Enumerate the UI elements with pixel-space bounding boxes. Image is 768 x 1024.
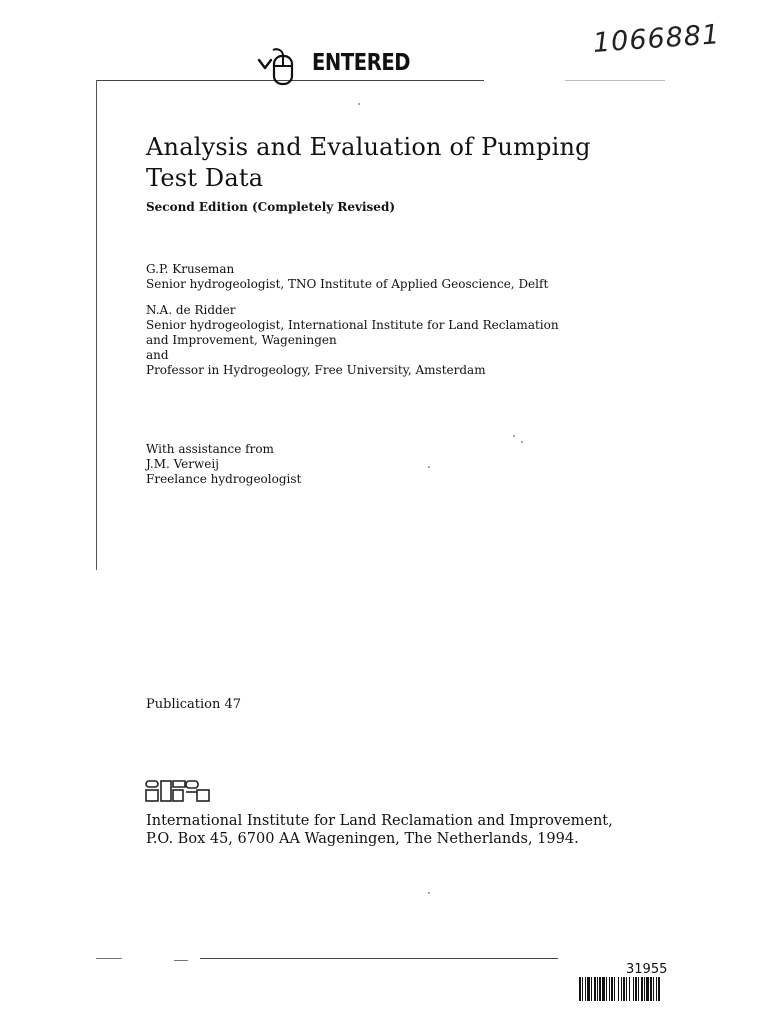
barcode-bar [626, 977, 627, 1001]
barcode-bar [638, 977, 639, 1001]
book-title-line-2: Test Data [146, 164, 264, 192]
barcode-bar [579, 977, 581, 1001]
barcode-bar [653, 977, 654, 1001]
scan-speck [428, 466, 430, 468]
author-list [146, 262, 666, 389]
bottom-rule-dash [174, 960, 188, 961]
barcode-bar [591, 977, 592, 1001]
ilri-logo [145, 780, 211, 802]
assistance-role: Freelance hydrogeologist [146, 472, 302, 486]
barcode-bar [587, 977, 590, 1001]
author-line: Senior hydrogeologist, TNO Institute of Applied Geoscience, Delft [146, 277, 549, 291]
barcode-bar [629, 977, 630, 1001]
entered-stamp-text: ENTERED [312, 50, 411, 76]
assistance-line: With assistance from [146, 442, 274, 456]
barcode-bar [606, 977, 607, 1001]
bottom-rule [200, 958, 558, 959]
barcode-bar [585, 977, 586, 1001]
author-line: and [146, 348, 169, 362]
bottom-rule-left [96, 958, 122, 959]
author-line: Senior hydrogeologist, International Institute for Land Reclamation [146, 318, 559, 332]
barcode-bar [641, 977, 643, 1001]
scan-speck [358, 103, 360, 105]
barcode-bar [623, 977, 625, 1001]
barcode-bar [650, 977, 652, 1001]
publisher-address [146, 812, 706, 848]
barcode-bar [582, 977, 583, 1001]
barcode-bar [621, 977, 622, 1001]
book-title [146, 132, 666, 194]
assistance-block [146, 442, 301, 487]
author-line: N.A. de Ridder [146, 303, 236, 317]
book-title-line-1: Analysis and Evaluation of Pumping [146, 133, 591, 161]
author-line: and Improvement, Wageningen [146, 333, 337, 347]
scan-speck [513, 435, 515, 437]
barcode-bar [618, 977, 619, 1001]
barcode-bar [609, 977, 610, 1001]
edition-subtitle: Second Edition (Completely Revised) [146, 200, 396, 214]
handwritten-accession-number: 1066881 [592, 19, 722, 59]
scan-speck [521, 441, 523, 443]
barcode-bar [646, 977, 649, 1001]
author-block-kruseman [146, 262, 666, 292]
checkmark-mouse-icon [257, 46, 299, 86]
barcode-bar [635, 977, 637, 1001]
barcode-number: 31955 [626, 962, 668, 977]
barcode-bar [599, 977, 601, 1001]
barcode-bar [633, 977, 634, 1001]
barcode-bar [594, 977, 596, 1001]
author-line: Professor in Hydrogeology, Free University, Amsterdam [146, 363, 486, 377]
publisher-name-line: International Institute for Land Reclamation and Improvement, [146, 813, 613, 829]
publisher-address-line: P.O. Box 45, 6700 AA Wageningen, The Netherlands, 1994. [146, 831, 579, 847]
scan-speck [428, 892, 430, 894]
publication-number: Publication 47 [146, 697, 242, 712]
barcode-bar [602, 977, 605, 1001]
author-block-de-ridder [146, 303, 666, 378]
stamp-rule-right [565, 80, 665, 81]
barcode-bar [611, 977, 613, 1001]
barcode-bar [656, 977, 657, 1001]
barcode-image [578, 977, 710, 1001]
assistance-name: J.M. Verweij [146, 457, 219, 471]
left-margin-rule [96, 80, 97, 570]
barcode-bar [597, 977, 598, 1001]
barcode-bar [614, 977, 615, 1001]
barcode-bar [644, 977, 645, 1001]
author-line: G.P. Kruseman [146, 262, 235, 276]
barcode-bar [658, 977, 660, 1001]
